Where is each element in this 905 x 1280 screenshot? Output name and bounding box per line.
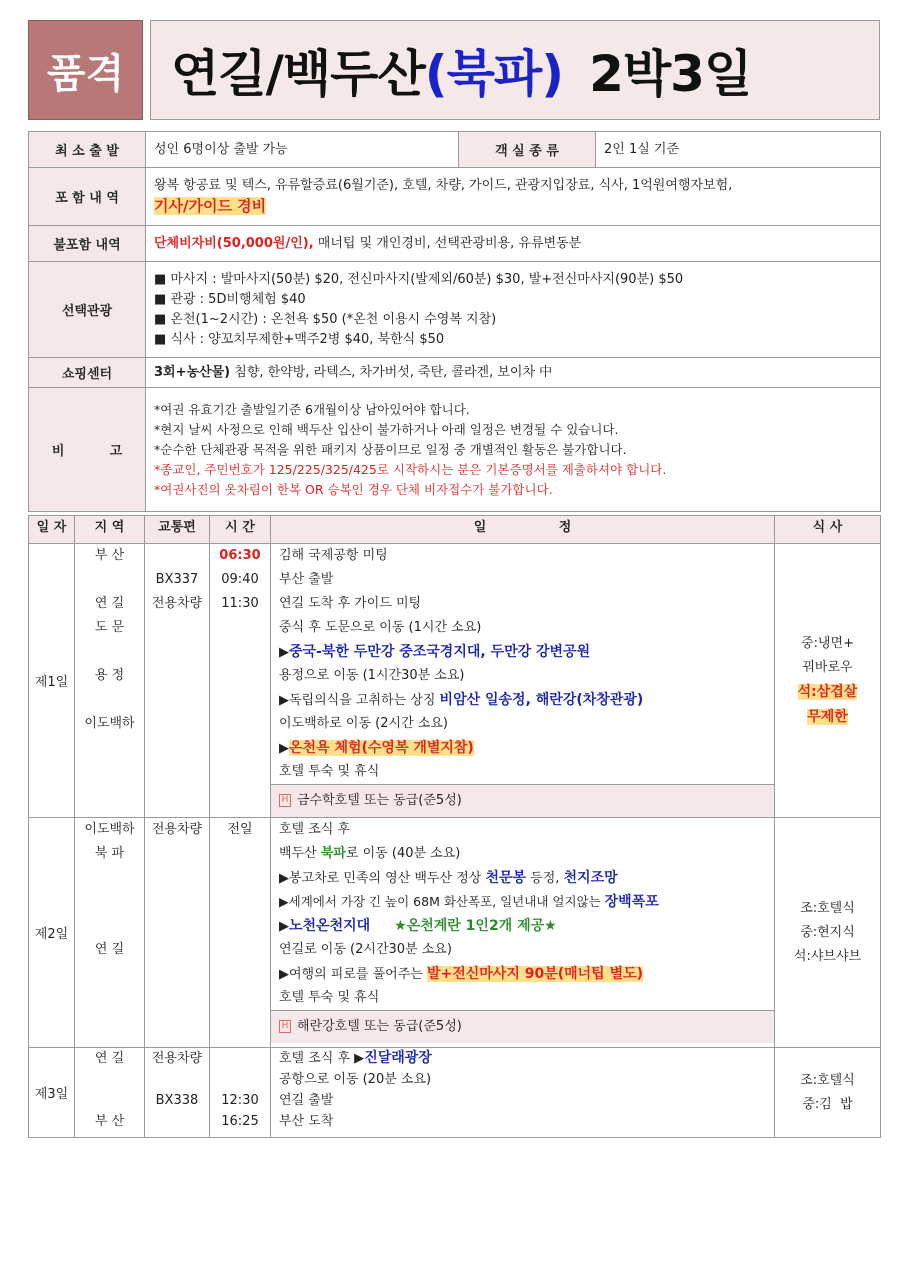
day2-label: 제2일 <box>29 818 75 1048</box>
schedule-line: 부산 도착 <box>279 1114 334 1129</box>
region: 이도백하 <box>84 822 135 837</box>
day1-label: 제1일 <box>29 544 75 818</box>
schedule-line: 부산 출발 <box>279 572 334 587</box>
schedule-line <box>279 962 774 986</box>
meal: 석:샤브샤브 <box>793 948 862 964</box>
text: ▶여행의 피로를 풀어주는 <box>279 967 427 982</box>
optional-item: ■ 식사 : 양꼬치무제한+맥주2병 $40, 북한식 $50 <box>154 331 445 347</box>
text: ▶세계에서 가장 긴 높이 68M 화산폭포, 일년내내 얼지않는 <box>279 894 605 909</box>
schedule-line: 중식 후 도문으로 이동 (1시간 소요) <box>279 620 482 635</box>
schedule-line: 연길 도착 후 가이드 미팅 <box>279 596 422 611</box>
min-departure-value: 성인 6명이상 출발 가능 <box>146 132 459 168</box>
schedule-line <box>279 688 774 712</box>
schedule-line: 연길로 이동 (2시간30분 소요) <box>279 942 452 957</box>
region: 연 길 <box>94 596 125 611</box>
highlight: 천문봉 <box>485 870 527 886</box>
region <box>75 640 144 664</box>
note-item: *여권 유효기간 출발일기준 6개월이상 남아있어야 합니다. <box>154 401 470 417</box>
schedule-line: 호텔 투숙 및 휴식 <box>279 764 380 779</box>
time: 09:40 <box>221 572 259 587</box>
day2-hotel <box>271 1010 774 1043</box>
arrow: ▶ <box>279 741 289 756</box>
schedule-line: 공항으로 이동 (20분 소요) <box>279 1072 432 1087</box>
title-destination: 연길/백두산 <box>171 45 425 103</box>
hotel-name: 금수학호텔 또는 동급(준5성) <box>297 793 462 808</box>
highlight: 진달래광장 <box>364 1050 432 1066</box>
day1-meals <box>775 544 881 818</box>
optional-item: ■ 온천(1~2시간) : 온천욕 $50 (*온천 이용시 수영복 지참) <box>154 311 497 327</box>
region: 이도백하 <box>84 716 135 731</box>
time: 12:30 <box>221 1093 259 1108</box>
region <box>75 1069 144 1090</box>
time: 11:30 <box>221 596 259 611</box>
highlight: 발+전신마사지 90분(매너팁 별도) <box>426 966 644 982</box>
excluded-value <box>146 226 881 262</box>
note-item: *현지 날씨 사정으로 인해 백두산 입산이 불가하거나 아래 일정은 변경될 수 있습니다. <box>154 421 619 437</box>
day3-label: 제3일 <box>29 1048 75 1138</box>
schedule-line: 용정으로 이동 (1시간30분 소요) <box>279 668 465 683</box>
day3-transport <box>145 1048 210 1138</box>
highlight: 북파 <box>320 846 346 861</box>
title-route: (북파) <box>424 45 564 103</box>
hotel-icon: H <box>279 1020 291 1033</box>
transport <box>145 1111 209 1132</box>
day1-regions <box>75 544 145 818</box>
text: 로 이동 (40분 소요) <box>345 846 461 861</box>
shopping-value <box>146 358 881 388</box>
day2-times <box>210 818 271 1048</box>
region <box>75 1090 144 1111</box>
visa-fee: 단체비자비(50,000원/인), <box>154 235 314 251</box>
note-item: *순수한 단체관광 목적을 위한 패키지 상품이므로 일정 중 개별적인 활동은 불가합니다. <box>154 441 627 457</box>
included-label: 포 함 내 역 <box>29 168 146 226</box>
highlight: 온천욕 체험(수영복 개별지참) <box>289 740 474 756</box>
meal: 중:현지식 <box>800 924 855 940</box>
transport: 전용차량 <box>151 596 203 611</box>
notes-label: 비 고 <box>29 388 146 512</box>
region: 부 산 <box>94 1114 125 1129</box>
excluded-label: 불포함 내역 <box>29 226 146 262</box>
room-type-value: 2인 1실 기준 <box>596 132 881 168</box>
day2-transport <box>145 818 210 1048</box>
day1-row <box>29 544 881 818</box>
region: 부 산 <box>94 548 125 563</box>
day3-schedule <box>271 1048 775 1138</box>
schedule-line <box>279 640 774 664</box>
day1-schedule <box>271 544 775 818</box>
shopping-list: 침향, 한약방, 라텍스, 차가버섯, 죽탄, 콜라겐, 보이차 中 <box>230 364 553 380</box>
shopping-count: 3회+농산물) <box>154 364 231 380</box>
day3-meals <box>775 1048 881 1138</box>
schedule-line <box>279 1048 774 1069</box>
flight-number: BX337 <box>155 572 199 587</box>
region <box>75 866 144 890</box>
day2-schedule <box>271 818 775 1048</box>
bonus-highlight: ★온천계란 1인2개 제공★ <box>394 918 557 934</box>
highlight: 장백폭포 <box>604 894 659 910</box>
optional-tour-list <box>146 262 881 358</box>
time: 16:25 <box>221 1114 259 1129</box>
schedule-line: 호텔 조식 후 <box>279 822 351 837</box>
region: 도 문 <box>94 620 125 635</box>
col-meal: 식 사 <box>775 516 881 544</box>
schedule-line <box>279 866 774 890</box>
highlight: 비암산 일송정, 해란강(차창관광) <box>439 692 644 708</box>
notes-list <box>146 388 881 512</box>
day1-times <box>210 544 271 818</box>
region <box>75 568 144 592</box>
schedule-line <box>279 842 774 866</box>
day1-hotel <box>271 784 774 817</box>
schedule-line <box>279 914 774 938</box>
col-schedule: 일 정 <box>271 516 775 544</box>
note-item-warning: *여권사진의 옷차림이 한복 OR 승복인 경우 단체 비자접수가 불가합니다. <box>154 481 553 497</box>
transport <box>145 1069 209 1090</box>
text: ▶봉고차로 민족의 영산 백두산 정상 <box>279 871 486 886</box>
min-departure-label: 최 소 출 발 <box>29 132 146 168</box>
schedule-line: 이도백하로 이동 (2시간 소요) <box>279 716 448 731</box>
col-region: 지 역 <box>75 516 145 544</box>
schedule-line <box>279 736 774 760</box>
meal: 조:호텔식 <box>800 900 855 916</box>
meal: 중:김 밥 <box>802 1096 853 1112</box>
included-value <box>146 168 881 226</box>
time <box>210 1048 270 1069</box>
arrow: ▶ <box>279 919 289 934</box>
transport <box>145 544 209 568</box>
text: 호텔 조식 후 ▶ <box>279 1051 365 1066</box>
day3-times <box>210 1048 271 1138</box>
title-duration: 2박3일 <box>589 45 752 103</box>
included-text: 왕복 항공료 및 텍스, 유류할증료(6월기준), 호텔, 차량, 가이드, 관광지입장료, 식사, 1억원여행자보험, <box>154 177 733 193</box>
day3-regions <box>75 1048 145 1138</box>
col-time: 시 간 <box>210 516 271 544</box>
transport: 전용차량 <box>151 822 203 837</box>
text: 백두산 <box>279 846 321 861</box>
shopping-label: 쇼핑센터 <box>29 358 146 388</box>
region: 용 정 <box>94 668 125 683</box>
meal-highlight: 무제한 <box>807 708 848 725</box>
highlight: 노천온천지대 <box>289 918 371 934</box>
region <box>75 914 144 938</box>
note-item-warning: *종교인, 주민번호가 125/225/325/425로 시작하시는 분은 기본증명서를 제출하셔야 합니다. <box>154 461 667 477</box>
day3-row <box>29 1048 881 1138</box>
itinerary-table <box>28 515 881 1138</box>
schedule-line: 연길 출발 <box>279 1093 334 1108</box>
optional-item: ■ 마사지 : 발마사지(50분) $20, 전신마사지(발제외/60분) $30, 발+전신마사지(90분) $50 <box>154 271 684 287</box>
schedule-line: 호텔 투숙 및 휴식 <box>279 990 380 1005</box>
optional-item: ■ 관광 : 5D비행체험 $40 <box>154 291 306 307</box>
flight-number: BX338 <box>155 1093 199 1108</box>
arrow: ▶ <box>279 645 289 660</box>
schedule-line: 김해 국제공항 미팅 <box>279 548 388 563</box>
day1-transport <box>145 544 210 818</box>
col-transport: 교통편 <box>145 516 210 544</box>
page-title <box>150 20 880 120</box>
product-grade-badge: 품격 <box>28 20 143 120</box>
day2-meals <box>775 818 881 1048</box>
region <box>75 688 144 712</box>
text: 등정, <box>526 871 564 886</box>
meal: 조:호텔식 <box>800 1072 855 1088</box>
included-highlight: 기사/가이드 경비 <box>154 196 267 215</box>
optional-tour-label: 선택관광 <box>29 262 146 358</box>
region: 연 길 <box>94 1051 125 1066</box>
region <box>75 890 144 914</box>
room-type-label: 객 실 종 류 <box>459 132 596 168</box>
meal: 중:냉면+ <box>801 635 854 651</box>
hotel-icon: H <box>279 794 291 807</box>
text: ▶독립의식을 고취하는 상징 <box>279 693 440 708</box>
region: 북 파 <box>94 846 125 861</box>
day2-row <box>29 818 881 1048</box>
time: 06:30 <box>219 548 261 563</box>
region: 연 길 <box>94 942 125 957</box>
col-date: 일 자 <box>29 516 75 544</box>
highlight: 천지조망 <box>563 870 618 886</box>
schedule-line <box>279 890 774 914</box>
meal-highlight: 석:삼겹살 <box>797 683 858 700</box>
time <box>210 1069 270 1090</box>
day2-regions <box>75 818 145 1048</box>
excluded-rest: 매너팁 및 개인경비, 선택관광비용, 유류변동분 <box>313 235 582 251</box>
tour-info-table <box>28 131 881 512</box>
meal: 꿔바로우 <box>802 659 853 675</box>
transport: 전용차량 <box>151 1051 203 1066</box>
hotel-name: 해란강호텔 또는 동급(준5성) <box>297 1019 462 1034</box>
time: 전일 <box>227 822 253 837</box>
highlight: 중국-북한 두만강 중조국경지대, 두만강 강변공원 <box>289 644 591 660</box>
